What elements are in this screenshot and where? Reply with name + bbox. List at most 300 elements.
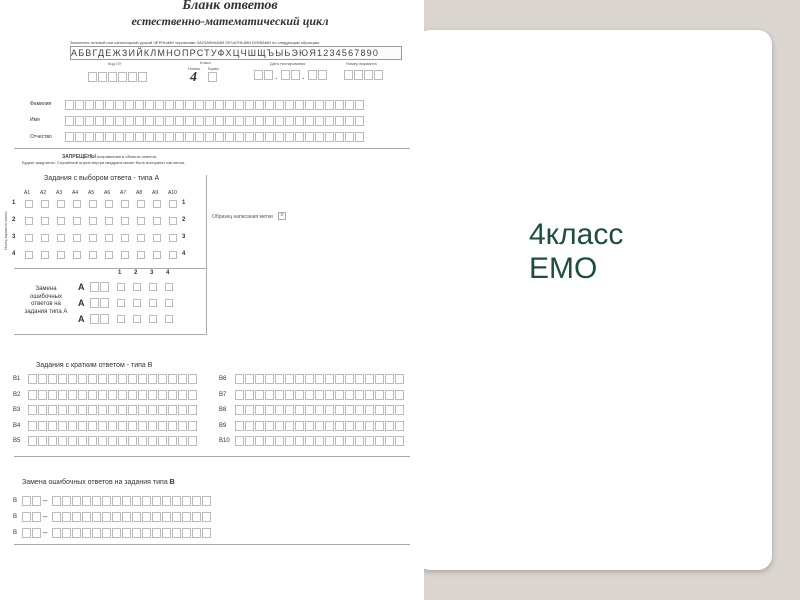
- letter-box: [395, 436, 404, 446]
- letter-box: [168, 405, 177, 415]
- replace-a-checkbox: [165, 315, 173, 323]
- letter-box: [118, 374, 127, 384]
- letter-box: [315, 405, 324, 415]
- letter-box: [315, 374, 324, 384]
- letter-box: [128, 374, 137, 384]
- letter-box: [178, 390, 187, 400]
- alphabet-sample: АБВГДЕЖЗИЙКЛМНОПРСТУФХЦЧШЩЪЫЬЭЮЯ1234567890: [70, 46, 402, 60]
- letter-box: [75, 116, 84, 126]
- letter-box: [102, 528, 111, 538]
- row-number-right: 4: [182, 251, 186, 257]
- letter-box: [155, 100, 164, 110]
- sample-mark: ×: [279, 212, 285, 219]
- letter-box: [95, 116, 104, 126]
- letter-box: [395, 405, 404, 415]
- column-label: A3: [56, 190, 63, 196]
- vertical-label: Номер варианта ответа: [4, 211, 8, 250]
- letter-box: [365, 374, 374, 384]
- letter-box: [245, 132, 254, 142]
- letter-box: [98, 405, 107, 415]
- letter-box: [128, 405, 137, 415]
- letter-box: [265, 100, 274, 110]
- letter-box: [115, 116, 124, 126]
- letter-box: [178, 374, 187, 384]
- letter-box: [265, 390, 274, 400]
- letter-box: [172, 496, 181, 506]
- letter-box: [125, 116, 134, 126]
- letter-box: [215, 100, 224, 110]
- letter-box: [202, 528, 211, 538]
- letter-box: [245, 116, 254, 126]
- letter-box: [185, 100, 194, 110]
- replace-b-number-box: [22, 512, 31, 522]
- letter-box: [178, 436, 187, 446]
- letter-box: [335, 116, 344, 126]
- letter-box: [285, 374, 294, 384]
- row-number-left: 3: [12, 234, 16, 240]
- letter-box: [112, 512, 121, 522]
- letter-box: [132, 512, 141, 522]
- letter-box: [62, 512, 71, 522]
- answer-checkbox: [73, 234, 81, 242]
- letter-box: [58, 421, 67, 431]
- letter-box: [375, 374, 384, 384]
- letter-box: [245, 390, 254, 400]
- letter-box: [112, 496, 121, 506]
- letter-box: [345, 374, 354, 384]
- letter-box: [168, 374, 177, 384]
- letter-box: [165, 132, 174, 142]
- letter-box: [78, 374, 87, 384]
- answer-checkbox: [105, 217, 113, 225]
- letter-box: [245, 421, 254, 431]
- letter-box: [285, 405, 294, 415]
- replace-a-number-box: [90, 282, 99, 292]
- answer-checkbox: [121, 234, 129, 242]
- letter-box: [108, 374, 117, 384]
- replace-a-letter: А: [78, 314, 85, 324]
- answer-checkbox: [41, 217, 49, 225]
- letter-box: [122, 496, 131, 506]
- answer-checkbox: [25, 251, 33, 259]
- letter-box: [118, 436, 127, 446]
- form-subtitle: естественно-математический цикл: [131, 14, 329, 28]
- letter-box: [235, 116, 244, 126]
- letter-box: [62, 528, 71, 538]
- variant-boxes: [344, 70, 383, 80]
- answer-checkbox: [89, 234, 97, 242]
- letter-box: [38, 374, 47, 384]
- letter-box: [38, 390, 47, 400]
- answer-checkbox: [169, 200, 177, 208]
- replace-b-number-box: [22, 496, 31, 506]
- b-label-right: B8: [219, 407, 227, 413]
- letter-box: [162, 528, 171, 538]
- letter-box: [88, 421, 97, 431]
- row-number-left: 4: [12, 251, 16, 257]
- b-label-left: B4: [13, 422, 21, 429]
- letter-box: [158, 374, 167, 384]
- replace-b-number-box: [32, 496, 41, 506]
- letter-box: [295, 390, 304, 400]
- replace-a-column: 3: [150, 270, 154, 276]
- letter-box: [165, 100, 174, 110]
- row-number-left: 2: [12, 217, 16, 223]
- answer-checkbox: [169, 251, 177, 259]
- section-a-bottom-line: [14, 268, 206, 269]
- letter-box: [98, 436, 107, 446]
- letter-box: [72, 512, 81, 522]
- letter-box: [58, 390, 67, 400]
- replace-b-title: [22, 479, 175, 486]
- replace-a-letter: А: [78, 282, 85, 292]
- replace-a-number-box: [100, 298, 109, 308]
- letter-box: [148, 390, 157, 400]
- letter-box: [192, 496, 201, 506]
- letter-box: [335, 100, 344, 110]
- letter-box: [158, 436, 167, 446]
- column-label: A2: [40, 190, 47, 196]
- letter-box: [138, 390, 147, 400]
- letter-box: [125, 100, 134, 110]
- letter-box: [135, 100, 144, 110]
- letter-box: [325, 116, 334, 126]
- letter-box: [102, 512, 111, 522]
- answer-checkbox: [153, 251, 161, 259]
- letter-box: [148, 374, 157, 384]
- surname-label: Фамилия: [30, 101, 52, 107]
- answer-checkbox: [25, 217, 33, 225]
- class-letter-box: [208, 72, 217, 82]
- letter-box: [188, 374, 197, 384]
- b-answer-boxes-right: [235, 374, 404, 384]
- letter-box: [305, 421, 314, 431]
- letter-box: [345, 100, 354, 110]
- letter-box: [255, 116, 264, 126]
- letter-box: [255, 421, 264, 431]
- replace-a-checkbox: [133, 315, 141, 323]
- letter-box: [182, 496, 191, 506]
- replace-a-label: Замена ошибочных ответов на задания типа А: [24, 286, 68, 315]
- letter-box: [375, 405, 384, 415]
- letter-box: [182, 512, 191, 522]
- patronymic-label: Отчество: [30, 134, 52, 140]
- letter-box: [345, 116, 354, 126]
- letter-box: [325, 100, 334, 110]
- letter-box: [132, 528, 141, 538]
- letter-box: [155, 116, 164, 126]
- letter-box: [265, 374, 274, 384]
- b-label-right: B9: [219, 422, 227, 429]
- letter-box: [275, 132, 284, 142]
- letter-box: [265, 116, 274, 126]
- replace-a-checkbox: [149, 299, 157, 307]
- form-instruction: Заполнить гелевой или капиллярной ручкой ЧЁРНЫМИ чернилами ЗАГЛАВНЫМИ ПЕЧАТНЫМИ БУКВАМИ по следующим образцам:: [70, 40, 320, 45]
- b-label-left: B3: [13, 407, 21, 413]
- b-answer-boxes-right: [235, 390, 404, 400]
- letter-box: [275, 374, 284, 384]
- answer-checkbox: [105, 200, 113, 208]
- column-label: A7: [120, 190, 127, 196]
- row-number-right: 3: [182, 234, 186, 240]
- section-a-title: Задания с выбором ответа - типа А: [44, 175, 160, 182]
- letter-box: [85, 132, 94, 142]
- letter-box: [335, 132, 344, 142]
- letter-box: [188, 421, 197, 431]
- letter-box: [305, 436, 314, 446]
- letter-box: [148, 421, 157, 431]
- letter-box: [315, 436, 324, 446]
- letter-box: [28, 374, 37, 384]
- letter-box: [142, 528, 151, 538]
- class-label: Класс: [200, 60, 211, 65]
- letter-box: [275, 390, 284, 400]
- letter-box: [158, 390, 167, 400]
- letter-box: [78, 436, 87, 446]
- answer-checkbox: [41, 234, 49, 242]
- letter-box: [168, 421, 177, 431]
- replace-a-checkbox: [149, 315, 157, 323]
- letter-box: [235, 405, 244, 415]
- letter-box: [315, 116, 324, 126]
- letter-box: [255, 436, 264, 446]
- letter-box: [245, 100, 254, 110]
- letter-box: [88, 374, 97, 384]
- answer-checkbox: [57, 217, 65, 225]
- letter-box: [345, 421, 354, 431]
- replace-b-answer-boxes: [52, 528, 211, 538]
- b-answer-boxes-left: [28, 390, 197, 400]
- replace-b-letter: В: [13, 530, 18, 536]
- letter-box: [82, 528, 91, 538]
- letter-box: [235, 436, 244, 446]
- letter-box: [205, 100, 214, 110]
- letter-box: [92, 528, 101, 538]
- letter-box: [345, 390, 354, 400]
- letter-box: [82, 512, 91, 522]
- letter-box: [325, 421, 334, 431]
- replace-b-answer-boxes: [52, 512, 211, 522]
- class-number-value: 4: [190, 70, 197, 85]
- letter-box: [138, 436, 147, 446]
- letter-box: [255, 405, 264, 415]
- letter-box: [28, 421, 37, 431]
- answer-checkbox: [57, 251, 65, 259]
- letter-box: [52, 496, 61, 506]
- replace-a-checkbox: [117, 283, 125, 291]
- letter-box: [128, 421, 137, 431]
- letter-box: [148, 436, 157, 446]
- letter-box: [115, 132, 124, 142]
- letter-box: [365, 405, 374, 415]
- letter-box: [78, 405, 87, 415]
- letter-box: [158, 405, 167, 415]
- letter-box: [305, 132, 314, 142]
- column-label: A1: [24, 190, 31, 196]
- letter-box: [38, 405, 47, 415]
- letter-box: [385, 405, 394, 415]
- letter-box: [255, 374, 264, 384]
- letter-box: [75, 100, 84, 110]
- letter-box: [185, 132, 194, 142]
- date-separator-1: .: [275, 71, 278, 82]
- letter-box: [202, 512, 211, 522]
- letter-box: [235, 100, 244, 110]
- b-answer-boxes-left: [28, 405, 197, 415]
- letter-box: [202, 496, 211, 506]
- letter-box: [195, 100, 204, 110]
- answer-checkbox: [105, 234, 113, 242]
- letter-box: [48, 405, 57, 415]
- column-label: A10: [168, 190, 177, 196]
- letter-box: [325, 374, 334, 384]
- letter-box: [145, 100, 154, 110]
- letter-box: [205, 132, 214, 142]
- letter-box: [295, 374, 304, 384]
- name-label: Имя: [30, 117, 40, 123]
- b-label-right: B6: [219, 376, 227, 382]
- letter-box: [152, 496, 161, 506]
- letter-box: [165, 116, 174, 126]
- letter-box: [235, 421, 244, 431]
- answer-checkbox: [169, 217, 177, 225]
- letter-box: [205, 116, 214, 126]
- letter-box: [172, 528, 181, 538]
- letter-box: [255, 390, 264, 400]
- section-b-bottom-line: [14, 456, 410, 457]
- letter-box: [355, 405, 364, 415]
- letter-box: [315, 100, 324, 110]
- letter-box: [108, 390, 117, 400]
- letter-box: [375, 390, 384, 400]
- letter-box: [245, 405, 254, 415]
- row-number-left: 1: [12, 200, 16, 206]
- replace-a-column: 2: [134, 270, 138, 276]
- replace-b-title-text: Замена ошибочных ответов на задания типа: [22, 479, 170, 486]
- answer-checkbox: [137, 234, 145, 242]
- letter-box: [28, 390, 37, 400]
- letter-box: [98, 374, 107, 384]
- letter-box: [275, 405, 284, 415]
- code-label: Код ОУ: [108, 61, 122, 66]
- column-label: A8: [136, 190, 143, 196]
- letter-box: [142, 496, 151, 506]
- letter-box: [295, 132, 304, 142]
- warning-text: исправления в области ответов.: [97, 154, 157, 159]
- letter-box: [305, 116, 314, 126]
- letter-box: [315, 390, 324, 400]
- letter-box: [355, 132, 364, 142]
- replace-b-dash: –: [43, 496, 48, 505]
- replace-a-checkbox: [117, 315, 125, 323]
- letter-box: [168, 390, 177, 400]
- letter-box: [88, 390, 97, 400]
- letter-box: [48, 436, 57, 446]
- letter-box: [145, 132, 154, 142]
- column-label: A9: [152, 190, 159, 196]
- letter-box: [125, 132, 134, 142]
- answer-checkbox: [89, 200, 97, 208]
- letter-box: [82, 496, 91, 506]
- letter-box: [105, 100, 114, 110]
- date-label: Дата тестирования: [270, 61, 306, 66]
- letter-box: [285, 436, 294, 446]
- answer-checkbox: [153, 234, 161, 242]
- letter-box: [98, 421, 107, 431]
- letter-box: [188, 405, 197, 415]
- replace-b-number-box: [32, 528, 41, 538]
- letter-box: [385, 374, 394, 384]
- letter-box: [175, 116, 184, 126]
- b-label-right: B7: [219, 391, 227, 398]
- letter-box: [235, 132, 244, 142]
- row-number-right: 2: [182, 217, 186, 223]
- answer-checkbox: [169, 234, 177, 242]
- replace-a-letter: А: [78, 298, 85, 308]
- replace-b-title-bold: В: [169, 479, 175, 486]
- letter-box: [112, 528, 121, 538]
- answer-checkbox: [89, 217, 97, 225]
- letter-box: [245, 436, 254, 446]
- letter-box: [175, 132, 184, 142]
- letter-box: [152, 528, 161, 538]
- b-answer-boxes-left: [28, 421, 197, 431]
- replace-a-number-box: [90, 298, 99, 308]
- replace-a-checkbox: [133, 283, 141, 291]
- letter-box: [48, 421, 57, 431]
- letter-box: [225, 100, 234, 110]
- answer-checkbox: [153, 200, 161, 208]
- letter-box: [295, 421, 304, 431]
- letter-box: [152, 512, 161, 522]
- answer-checkbox: [137, 251, 145, 259]
- replace-a-checkbox: [165, 283, 173, 291]
- letter-box: [68, 390, 77, 400]
- replace-a-right-line: [206, 270, 207, 335]
- letter-box: [395, 421, 404, 431]
- letter-box: [235, 374, 244, 384]
- letter-box: [355, 374, 364, 384]
- letter-box: [335, 436, 344, 446]
- letter-box: [315, 421, 324, 431]
- column-label: A4: [72, 190, 79, 196]
- answer-checkbox: [73, 217, 81, 225]
- slide-card: [416, 30, 772, 570]
- letter-box: [162, 496, 171, 506]
- letter-box: [78, 390, 87, 400]
- letter-box: [132, 496, 141, 506]
- surname-boxes: [65, 100, 364, 110]
- letter-box: [395, 390, 404, 400]
- b-answer-boxes-left: [28, 436, 197, 446]
- caption-line-1: 4класс: [529, 218, 624, 251]
- letter-box: [305, 390, 314, 400]
- letter-box: [265, 436, 274, 446]
- letter-box: [68, 374, 77, 384]
- replace-b-letter: В: [13, 514, 18, 520]
- letter-box: [88, 436, 97, 446]
- letter-box: [355, 436, 364, 446]
- slide-caption: [529, 218, 623, 286]
- letter-box: [178, 421, 187, 431]
- letter-box: [122, 528, 131, 538]
- column-label: A5: [88, 190, 95, 196]
- letter-box: [135, 116, 144, 126]
- b-label-right: B10: [219, 438, 230, 444]
- date-day-boxes: [254, 70, 273, 80]
- sample-mark-label: Образец написания метки: [212, 214, 273, 220]
- letter-box: [285, 116, 294, 126]
